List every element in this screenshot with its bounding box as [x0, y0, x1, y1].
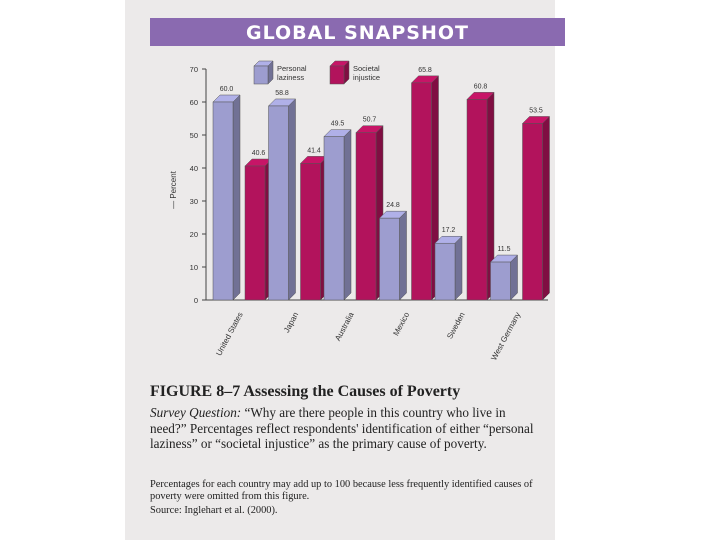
x-category-label: Australia: [333, 310, 356, 343]
bar-societal-injustice: [301, 163, 321, 300]
x-category-label: West Germany: [489, 310, 523, 362]
bar-societal-injustice: [523, 123, 543, 300]
bar-value-label: 17.2: [441, 227, 456, 235]
bar-value-label: 58.8: [275, 89, 289, 97]
bar-side-face: [511, 255, 518, 300]
y-axis-label: — Percent: [169, 171, 178, 209]
bar-value-label: 60.8: [473, 83, 488, 91]
figure-caption: [150, 405, 542, 452]
legend-label: laziness: [277, 73, 305, 82]
bar-value-label: 53.5: [529, 107, 543, 115]
bar-value-label: 40.6: [251, 150, 266, 158]
bar-value-label: 11.5: [497, 246, 511, 254]
figure-source: Source: Inglehart et al. (2000).: [150, 505, 278, 516]
bar-value-label: 60.0: [219, 86, 234, 93]
bar-value-label: 24.8: [386, 202, 400, 210]
bar-societal-injustice: [356, 133, 376, 300]
bar-societal-injustice: [467, 99, 487, 300]
legend-label: Societal: [353, 64, 380, 73]
survey-question-text: “Why are there people in this country who live in need?” Percentages reflect respondents' identification of either “personal laziness” or “societal injustice” as the primary cause of poverty.: [150, 405, 534, 451]
bar-side-face: [455, 236, 462, 300]
bar-personal-laziness: [324, 137, 344, 300]
figure-title: FIGURE 8–7 Assessing the Causes of Poverty: [150, 383, 461, 400]
y-tick-label: 40: [189, 164, 198, 173]
bar-personal-laziness: [491, 262, 511, 300]
bar-side-face: [400, 211, 407, 300]
legend-label: injustice: [353, 73, 381, 82]
y-tick-label: 30: [189, 197, 198, 206]
bar-personal-laziness: [213, 102, 233, 300]
y-tick-label: 20: [189, 230, 198, 239]
bar-societal-injustice: [412, 83, 432, 300]
bar-side-face: [344, 130, 351, 300]
bar-side-face: [543, 116, 550, 300]
legend-swatch: [254, 66, 268, 84]
y-tick-label: 70: [189, 65, 198, 74]
bar-personal-laziness: [435, 243, 455, 300]
y-tick-label: 10: [189, 263, 198, 272]
x-category-label: Japan: [282, 310, 301, 335]
bar-value-label: 49.5: [330, 120, 345, 128]
y-tick-label: 50: [189, 131, 198, 140]
figure-note: Percentages for each country may add up to 100 because less frequently identified causes of poverty were omitted from this figure.: [150, 479, 533, 502]
bar-side-face: [233, 95, 240, 300]
y-tick-label: 60: [189, 98, 198, 107]
bar-personal-laziness: [269, 106, 289, 300]
bar-value-label: 65.8: [418, 66, 432, 74]
survey-question-label: Survey Question:: [150, 405, 242, 420]
bar-side-face: [289, 99, 296, 300]
bar-personal-laziness: [380, 218, 400, 300]
banner-title: GLOBAL SNAPSHOT: [246, 22, 469, 44]
bar-societal-injustice: [245, 166, 265, 300]
legend-label: Personal: [277, 64, 307, 73]
x-category-label: United States: [214, 310, 245, 358]
legend-swatch: [330, 66, 344, 84]
y-tick-label: 0: [193, 296, 198, 305]
bar-value-label: 50.7: [362, 116, 377, 124]
x-category-label: Mexico: [391, 310, 412, 338]
bar-value-label: 41.4: [307, 147, 321, 155]
x-category-label: Sweden: [445, 310, 467, 341]
